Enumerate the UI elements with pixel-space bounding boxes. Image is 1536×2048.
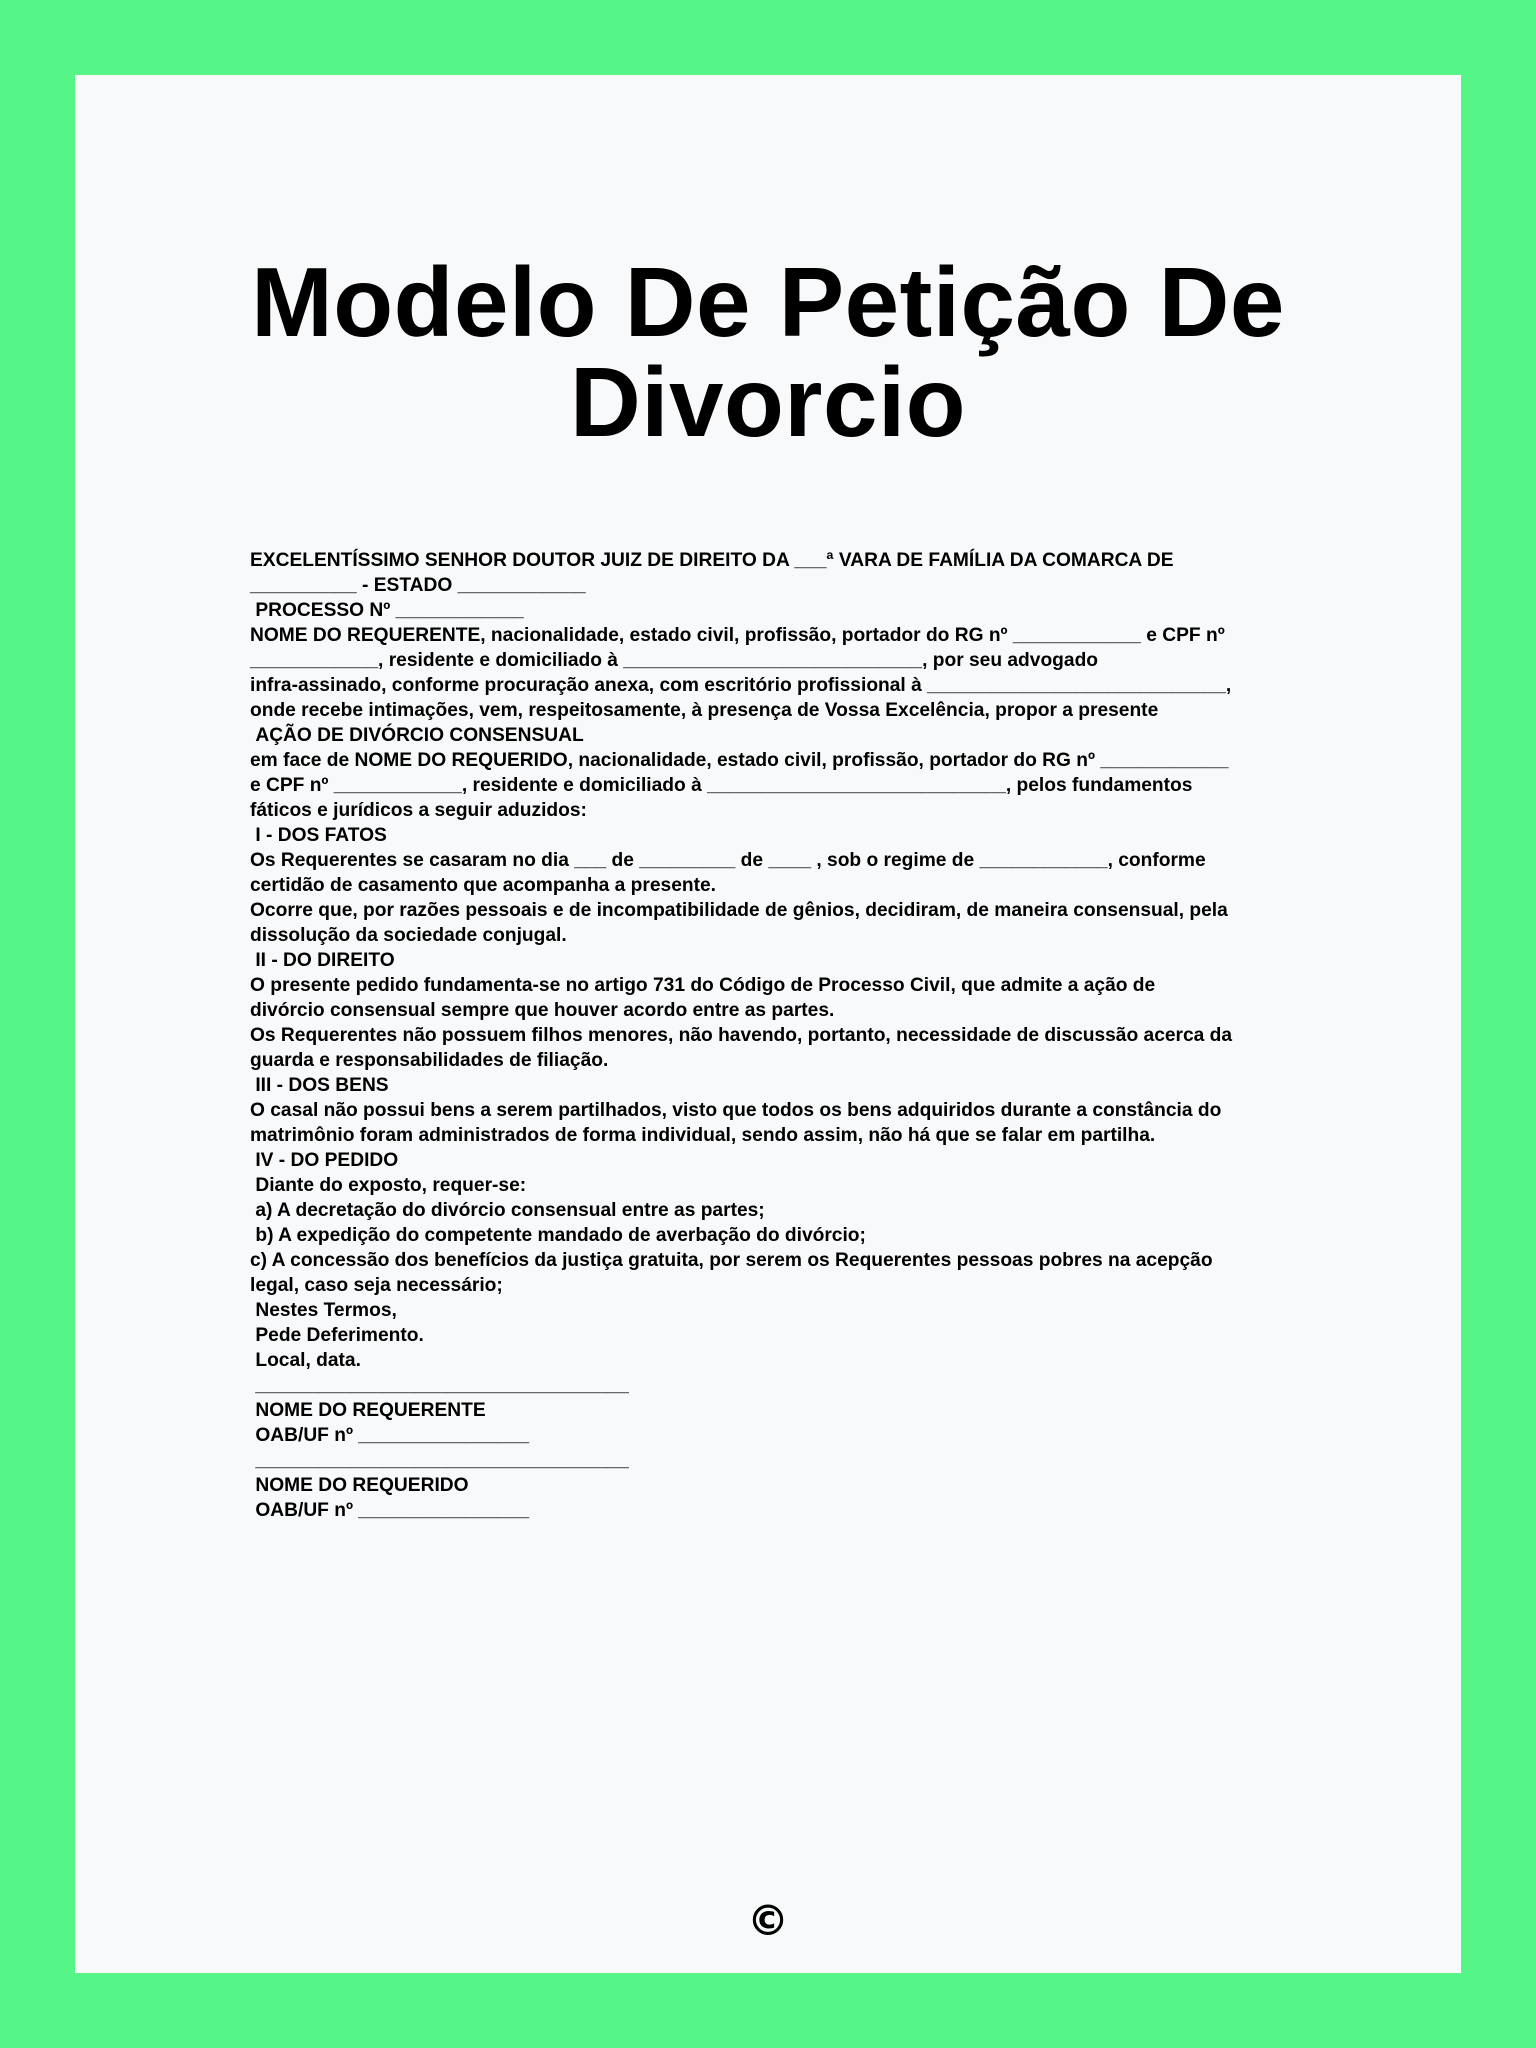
signatory-oab: OAB/UF nº ________________ (250, 1500, 530, 1521)
section-heading: AÇÃO DE DIVÓRCIO CONSENSUAL (250, 725, 584, 746)
title-line-1: Modelo De Petição De (251, 247, 1285, 357)
body-line: Diante do exposto, requer-se: (250, 1175, 527, 1196)
body-line: Ocorre que, por razões pessoais e de incompatibilidade de gênios, decidiram, de maneira consensual, pela (250, 900, 1228, 921)
section-heading: II - DO DIREITO (250, 950, 395, 971)
body-line: EXCELENTÍSSIMO SENHOR DOUTOR JUIZ DE DIREITO DA ___ª VARA DE FAMÍLIA DA COMARCA DE (250, 550, 1174, 571)
body-line: matrimônio foram administrados de forma individual, sendo assim, não há que se falar em partilha. (250, 1125, 1156, 1146)
body-line: onde recebe intimações, vem, respeitosamente, à presença de Vossa Excelência, propor a presente (250, 700, 1159, 721)
document-title (75, 247, 1461, 457)
closing-line: Pede Deferimento. (250, 1325, 424, 1346)
section-heading: III - DOS BENS (250, 1075, 389, 1096)
section-heading: IV - DO PEDIDO (250, 1150, 399, 1171)
signature-line: ___________________________________ (250, 1375, 629, 1396)
title-line-2: Divorcio (569, 347, 967, 457)
body-line: divórcio consensual sempre que houver acordo entre as partes. (250, 1000, 835, 1021)
body-line: O presente pedido fundamenta-se no artigo 731 do Código de Processo Civil, que admite a ação de (250, 975, 1156, 996)
request-item: b) A expedição do competente mandado de averbação do divórcio; (250, 1225, 866, 1246)
signature-line: ___________________________________ (250, 1450, 629, 1471)
body-line: NOME DO REQUERENTE, nacionalidade, estado civil, profissão, portador do RG nº ____________ e CPF nº (250, 625, 1225, 646)
body-line: __________ - ESTADO ____________ (250, 575, 586, 596)
request-item: a) A decretação do divórcio consensual entre as partes; (250, 1200, 765, 1221)
body-line: legal, caso seja necessário; (250, 1275, 503, 1296)
section-heading: I - DOS FATOS (250, 825, 387, 846)
signatory-name: NOME DO REQUERENTE (250, 1400, 486, 1421)
body-line: dissolução da sociedade conjugal. (250, 925, 567, 946)
copyright-icon: © (747, 1896, 789, 1945)
body-line: ____________, residente e domiciliado à ____________________________, por seu advogado (250, 650, 1099, 671)
body-line: guarda e responsabilidades de filiação. (250, 1050, 609, 1071)
closing-line: Local, data. (250, 1350, 361, 1371)
body-line: PROCESSO Nº ____________ (250, 600, 524, 621)
body-line: Os Requerentes não possuem filhos menores, não havendo, portanto, necessidade de discussão acerca da (250, 1025, 1233, 1046)
request-item: c) A concessão dos benefícios da justiça gratuita, por serem os Requerentes pessoas pobres na acepção (250, 1250, 1213, 1271)
body-line: em face de NOME DO REQUERIDO, nacionalidade, estado civil, profissão, portador do RG nº ____________ (250, 750, 1229, 771)
document-page (75, 75, 1461, 1973)
body-line: O casal não possui bens a serem partilhados, visto que todos os bens adquiridos durante a constância do (250, 1100, 1222, 1121)
body-line: fáticos e jurídicos a seguir aduzidos: (250, 800, 587, 821)
petition-body (250, 548, 1290, 1523)
body-line: e CPF nº ____________, residente e domiciliado à ____________________________, pelos fundamentos (250, 775, 1193, 796)
body-line: certidão de casamento que acompanha a presente. (250, 875, 716, 896)
body-line: infra-assinado, conforme procuração anexa, com escritório profissional à ____________________________, (250, 675, 1232, 696)
closing-line: Nestes Termos, (250, 1300, 397, 1321)
body-line: Os Requerentes se casaram no dia ___ de _________ de ____ , sob o regime de ____________, conforme (250, 850, 1206, 871)
signatory-oab: OAB/UF nº ________________ (250, 1425, 530, 1446)
signatory-name: NOME DO REQUERIDO (250, 1475, 469, 1496)
